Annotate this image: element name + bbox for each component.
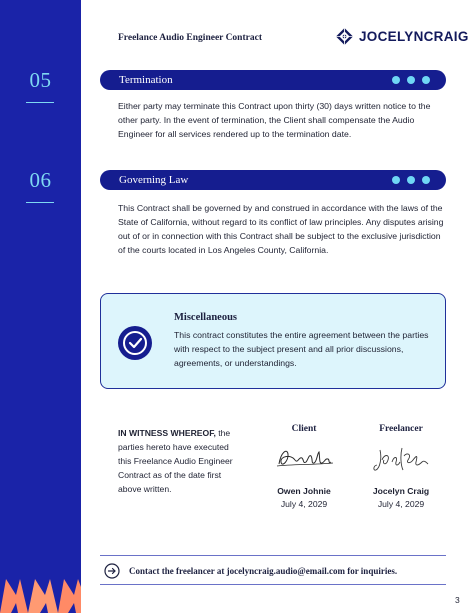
brand: [336, 28, 469, 45]
section-number-rule: [26, 202, 54, 203]
section-header-bar: [100, 70, 446, 90]
dot-icon: [407, 76, 415, 84]
section-number-rule: [26, 102, 54, 103]
signature-role: Client: [291, 424, 317, 434]
section-header-bar: [100, 170, 446, 190]
document-title: Freelance Audio Engineer Contract: [118, 33, 262, 43]
witness-statement: [118, 426, 236, 496]
signature-date: July 4, 2029: [280, 499, 328, 509]
client-signature-image: [273, 442, 335, 476]
section-body: Either party may terminate this Contract upon thirty (30) days written notice to the other party. In the event of termination, the Client shall compensate the Audio Engineer for all services rendered up to the termination date.: [118, 101, 431, 139]
footer-contact-text: Contact the freelancer at jocelyncraig.audio@email.com for inquiries.: [129, 566, 398, 576]
dot-icon: [392, 76, 400, 84]
signature-role: Freelancer: [379, 424, 423, 434]
witness-lead: IN WITNESS WHEREOF,: [118, 428, 216, 438]
arrow-right-circle-icon: [104, 563, 120, 579]
client-signature-block: [259, 424, 349, 509]
footer-divider-bottom: [100, 584, 446, 585]
brand-name: JOCELYNCRAIG: [359, 29, 469, 44]
freelancer-signature-image: [370, 442, 432, 476]
dot-icon: [392, 176, 400, 184]
section-number: 05: [29, 68, 52, 92]
miscellaneous-title: Miscellaneous: [174, 312, 237, 323]
miscellaneous-body: This contract constitutes the entire agreement between the parties with respect to the subject present and all prior discussions, agreements, or understandings.: [174, 330, 429, 368]
sidebar-logo-graphic: [0, 565, 81, 613]
miscellaneous-box: [100, 293, 446, 389]
diamond-logo-icon: [336, 28, 353, 45]
page-number: 3: [455, 595, 460, 605]
section-body: This Contract shall be governed by and construed in accordance with the laws of the State of California, without regard to its conflict of law principles. Any disputes arising out of or in connection with this Contract shall be subject to the exclusive jurisdiction of the courts located in Los Angeles County, California.: [118, 203, 444, 255]
decorative-dots: [392, 176, 430, 184]
signature-date: July 4, 2029: [377, 499, 425, 509]
dot-icon: [407, 176, 415, 184]
section-title: Governing Law: [119, 174, 189, 186]
dot-icon: [422, 76, 430, 84]
check-circle-icon: [117, 325, 153, 361]
section-title: Termination: [119, 74, 173, 86]
witness-text: the parties hereto have executed this Freelance Audio Engineer Contract as of the date first above written.: [118, 428, 233, 494]
section-number: 06: [29, 168, 52, 192]
footer-divider-top: [100, 555, 446, 556]
sidebar: [0, 0, 81, 613]
freelancer-signature-block: [356, 424, 446, 509]
decorative-dots: [392, 76, 430, 84]
dot-icon: [422, 176, 430, 184]
signature-name: Jocelyn Craig: [372, 486, 430, 496]
signature-name: Owen Johnie: [277, 486, 331, 496]
